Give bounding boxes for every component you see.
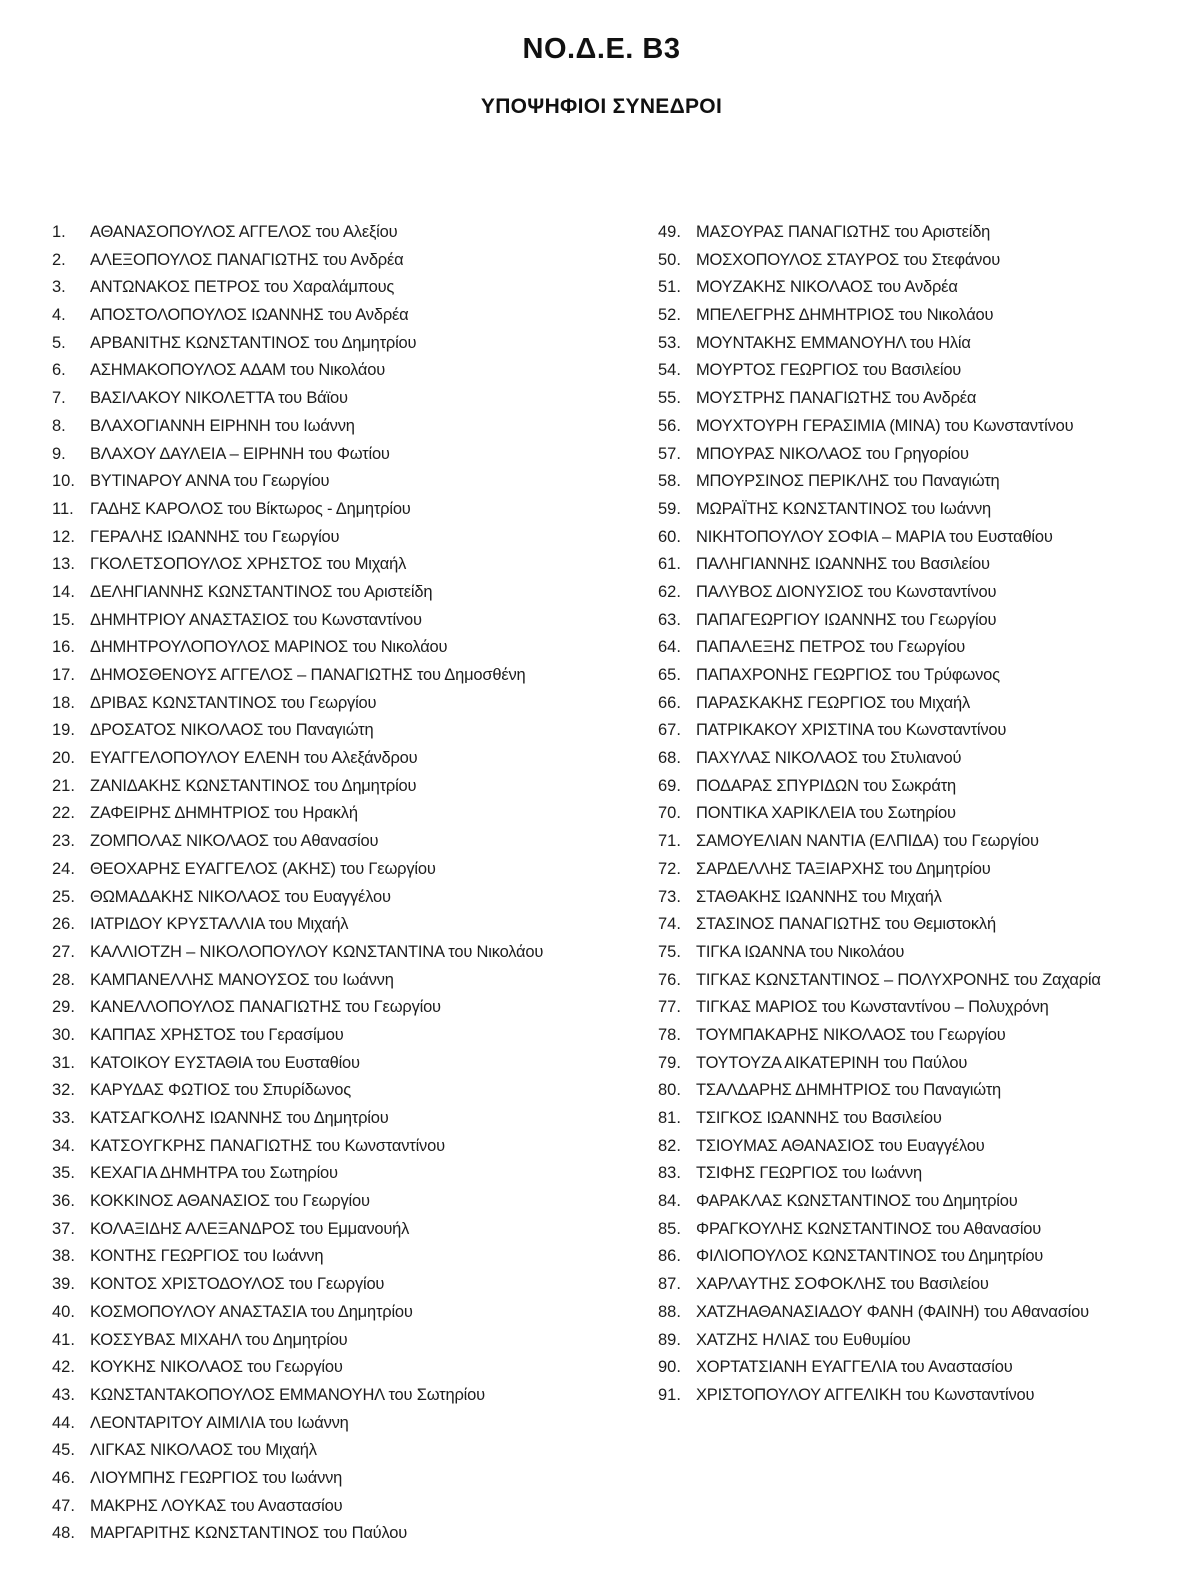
item-number: 2. — [52, 250, 66, 269]
item-number: 35. — [52, 1164, 75, 1183]
item-number: 66. — [658, 693, 681, 712]
item-number: 6. — [52, 361, 66, 380]
item-number: 19. — [52, 721, 75, 740]
item-text: ΚΑΝΕΛΛΟΠΟΥΛΟΣ ΠΑΝΑΓΙΩΤΗΣ του Γεωργίου — [90, 998, 441, 1017]
item-text: ΚΟΚΚΙΝΟΣ ΑΘΑΝΑΣΙΟΣ του Γεωργίου — [90, 1192, 370, 1211]
item-text: ΔΗΜΟΣΘΕΝΟΥΣ ΑΓΓΕΛΟΣ – ΠΑΝΑΓΙΩΤΗΣ του Δημοσθένη — [90, 666, 526, 684]
list-item — [658, 662, 1101, 690]
item-number: 56. — [658, 416, 681, 435]
list-item — [52, 1327, 543, 1355]
item-number: 41. — [52, 1330, 75, 1349]
item-number: 79. — [658, 1053, 681, 1072]
item-number: 29. — [52, 998, 75, 1017]
list-item — [658, 468, 1101, 496]
item-number: 31. — [52, 1053, 75, 1072]
item-text: ΤΙΓΚΑ ΙΩΑΝΝΑ του Νικολάου — [696, 942, 905, 961]
item-number: 90. — [658, 1358, 681, 1377]
item-text: ΔΗΜΗΤΡΟΥΛΟΠΟΥΛΟΣ ΜΑΡΙΝΟΣ του Νικολάου — [90, 638, 448, 657]
item-text: ΣΑΜΟΥΕΛΙΑΝ ΝΑΝΤΙΑ (ΕΛΠΙΔΑ) του Γεωργίου — [696, 832, 1039, 851]
item-text: ΑΡΒΑΝΙΤΗΣ ΚΩΝΣΤΑΝΤΙΝΟΣ του Δημητρίου — [90, 333, 417, 352]
list-item — [658, 1243, 1101, 1271]
list-item — [52, 1105, 543, 1133]
item-number: 77. — [658, 998, 681, 1017]
list-item — [52, 939, 543, 967]
item-text: ΠΑΠΑΓΕΩΡΓΙΟΥ ΙΩΑΝΝΗΣ του Γεωργίου — [696, 610, 997, 629]
item-text: ΑΣΗΜΑΚΟΠΟΥΛΟΣ ΑΔΑΜ του Νικολάου — [90, 361, 386, 380]
list-item — [658, 274, 1101, 302]
item-text: ΤΣΙΟΥΜΑΣ ΑΘΑΝΑΣΙΟΣ του Ευαγγέλου — [696, 1136, 985, 1155]
item-number: 80. — [658, 1081, 681, 1100]
item-text: ΠΑΧΥΛΑΣ ΝΙΚΟΛΑΟΣ του Στυλιανού — [696, 749, 962, 768]
item-text: ΚΑΤΣΑΓΚΟΛΗΣ ΙΩΑΝΝΗΣ του Δημητρίου — [90, 1109, 389, 1127]
item-text: ΛΙΓΚΑΣ ΝΙΚΟΛΑΟΣ του Μιχαήλ — [90, 1441, 317, 1460]
item-text: ΤΣΑΛΔΑΡΗΣ ΔΗΜΗΤΡΙΟΣ του Παναγιώτη — [696, 1081, 1001, 1100]
item-number: 42. — [52, 1358, 75, 1377]
item-number: 47. — [52, 1496, 75, 1515]
item-text: ΜΠΟΥΡΣΙΝΟΣ ΠΕΡΙΚΛΗΣ του Παναγιώτη — [696, 472, 1000, 491]
list-item — [658, 579, 1101, 607]
item-text: ΚΟΝΤΗΣ ΓΕΩΡΓΙΟΣ του Ιωάννη — [90, 1247, 324, 1266]
item-text: ΣΤΑΣΙΝΟΣ ΠΑΝΑΓΙΩΤΗΣ του Θεμιστοκλή — [696, 915, 996, 934]
item-text: ΤΟΥΤΟΥΖΑ ΑΙΚΑΤΕΡΙΝΗ του Παύλου — [696, 1053, 968, 1072]
item-number: 18. — [52, 693, 75, 712]
item-text: ΓΑΔΗΣ ΚΑΡΟΛΟΣ του Βίκτωρος - Δημητρίου — [90, 499, 411, 518]
item-number: 48. — [52, 1524, 75, 1543]
item-text: ΠΑΛΗΓΙΑΝΝΗΣ ΙΩΑΝΝΗΣ του Βασιλείου — [696, 555, 990, 574]
list-item — [658, 994, 1101, 1022]
item-number: 40. — [52, 1302, 75, 1321]
item-text: ΚΟΣΣΥΒΑΣ ΜΙΧΑΗΛ του Δημητρίου — [90, 1330, 348, 1349]
item-number: 9. — [52, 444, 66, 463]
list-item — [658, 1271, 1101, 1299]
list-item — [658, 634, 1101, 662]
list-item — [52, 994, 543, 1022]
item-number: 53. — [658, 333, 681, 352]
item-number: 43. — [52, 1385, 75, 1404]
list-item — [658, 441, 1101, 469]
item-text: ΤΣΙΓΚΟΣ ΙΩΑΝΝΗΣ του Βασιλείου — [696, 1109, 942, 1127]
item-number: 81. — [658, 1109, 681, 1127]
list-item — [52, 1216, 543, 1244]
list-item — [52, 1077, 543, 1105]
item-number: 74. — [658, 915, 681, 934]
item-text: ΙΑΤΡΙΔΟΥ ΚΡΥΣΤΑΛΛΙΑ του Μιχαήλ — [90, 915, 349, 934]
item-number: 26. — [52, 915, 75, 934]
item-number: 71. — [658, 832, 681, 851]
list-item — [52, 1437, 543, 1465]
item-text: ΘΩΜΑΔΑΚΗΣ ΝΙΚΟΛΑΟΣ του Ευαγγέλου — [90, 887, 391, 906]
item-number: 33. — [52, 1109, 75, 1127]
page-subtitle: ΥΠΟΨΗΦΙΟΙ ΣΥΝΕΔΡΟΙ — [480, 95, 723, 118]
item-number: 61. — [658, 555, 681, 574]
item-number: 54. — [658, 361, 681, 380]
item-text: ΚΩΝΣΤΑΝΤΑΚΟΠΟΥΛΟΣ ΕΜΜΑΝΟΥΗΛ του Σωτηρίου — [90, 1385, 485, 1404]
list-item — [658, 496, 1101, 524]
item-number: 69. — [658, 776, 681, 795]
list-item — [52, 1493, 543, 1521]
item-text: ΠΑΠΑΧΡΟΝΗΣ ΓΕΩΡΓΙΟΣ του Τρύφωνος — [696, 666, 1000, 684]
item-number: 37. — [52, 1219, 75, 1238]
item-number: 10. — [52, 472, 75, 491]
item-text: ΛΕΟΝΤΑΡΙΤΟΥ ΑΙΜΙΛΙΑ του Ιωάννη — [90, 1413, 349, 1432]
item-text: ΜΟΥΧΤΟΥΡΗ ΓΕΡΑΣΙΜΙΑ (ΜΙΝΑ) του Κωνσταντίνου — [696, 416, 1074, 435]
list-item — [52, 1188, 543, 1216]
item-text: ΚΟΣΜΟΠΟΥΛΟΥ ΑΝΑΣΤΑΣΙΑ του Δημητρίου — [90, 1302, 413, 1321]
item-number: 60. — [658, 527, 681, 546]
item-number: 68. — [658, 749, 681, 768]
item-number: 62. — [658, 582, 681, 601]
list-item — [658, 357, 1101, 385]
item-number: 1. — [52, 223, 66, 241]
page-title: ΝΟ.Δ.Ε. Β3 — [522, 33, 681, 65]
item-number: 55. — [658, 389, 681, 408]
item-number: 28. — [52, 970, 75, 989]
item-text: ΒΥΤΙΝΑΡΟΥ ΑΝΝΑ του Γεωργίου — [90, 472, 330, 491]
list-item — [658, 939, 1101, 967]
item-text: ΑΝΤΩΝΑΚΟΣ ΠΕΤΡΟΣ του Χαραλάμπους — [90, 278, 395, 297]
item-number: 7. — [52, 389, 66, 408]
list-item — [658, 967, 1101, 995]
list-item — [658, 828, 1101, 856]
list-item — [658, 1354, 1101, 1382]
list-item — [658, 1160, 1101, 1188]
item-number: 83. — [658, 1164, 681, 1183]
item-text: ΧΑΡΛΑΥΤΗΣ ΣΟΦΟΚΛΗΣ του Βασιλείου — [696, 1275, 989, 1294]
item-number: 3. — [52, 278, 66, 297]
list-item — [658, 1382, 1101, 1410]
item-number: 50. — [658, 250, 681, 269]
list-item — [658, 884, 1101, 912]
list-item — [658, 1022, 1101, 1050]
item-number: 73. — [658, 887, 681, 906]
item-number: 22. — [52, 804, 75, 823]
item-text: ΚΟΥΚΗΣ ΝΙΚΟΛΑΟΣ του Γεωργίου — [90, 1358, 343, 1377]
item-number: 32. — [52, 1081, 75, 1100]
item-number: 25. — [52, 887, 75, 906]
list-item — [658, 856, 1101, 884]
item-text: ΚΑΜΠΑΝΕΛΛΗΣ ΜΑΝΟΥΣΟΣ του Ιωάννη — [90, 970, 394, 989]
item-number: 89. — [658, 1330, 681, 1349]
item-text: ΔΡΟΣΑΤΟΣ ΝΙΚΟΛΑΟΣ του Παναγιώτη — [90, 721, 374, 740]
item-number: 12. — [52, 527, 75, 546]
list-item — [658, 385, 1101, 413]
item-text: ΠΑΤΡΙΚΑΚΟΥ ΧΡΙΣΤΙΝΑ του Κωνσταντίνου — [696, 721, 1007, 740]
item-text: ΘΕΟΧΑΡΗΣ ΕΥΑΓΓΕΛΟΣ (ΑΚΗΣ) του Γεωργίου — [90, 859, 436, 878]
item-text: ΦΙΛΙΟΠΟΥΛΟΣ ΚΩΝΣΤΑΝΤΙΝΟΣ του Δημητρίου — [696, 1247, 1044, 1266]
item-text: ΣΤΑΘΑΚΗΣ ΙΩΑΝΝΗΣ του Μιχαήλ — [696, 887, 942, 906]
list-item — [658, 717, 1101, 745]
item-text: ΧΟΡΤΑΤΣΙΑΝΗ ΕΥΑΓΓΕΛΙΑ του Αναστασίου — [696, 1358, 1013, 1377]
list-item — [52, 1022, 543, 1050]
item-number: 88. — [658, 1302, 681, 1321]
list-item — [52, 911, 543, 939]
item-text: ΜΑΡΓΑΡΙΤΗΣ ΚΩΝΣΤΑΝΤΙΝΟΣ του Παύλου — [90, 1524, 408, 1543]
item-text: ΓΚΟΛΕΤΣΟΠΟΥΛΟΣ ΧΡΗΣΤΟΣ του Μιχαήλ — [90, 555, 407, 574]
item-number: 17. — [52, 666, 75, 684]
list-item — [52, 579, 543, 607]
item-text: ΠΟΔΑΡΑΣ ΣΠΥΡΙΔΩΝ του Σωκράτη — [696, 776, 956, 795]
item-number: 39. — [52, 1275, 75, 1294]
item-text: ΑΘΑΝΑΣΟΠΟΥΛΟΣ ΑΓΓΕΛΟΣ του Αλεξίου — [90, 223, 398, 241]
item-number: 34. — [52, 1136, 75, 1155]
item-number: 8. — [52, 416, 66, 435]
item-number: 82. — [658, 1136, 681, 1155]
item-text: ΚΑΡΥΔΑΣ ΦΩΤΙΟΣ του Σπυρίδωνος — [90, 1081, 351, 1100]
list-item — [52, 1410, 543, 1438]
item-text: ΒΛΑΧΟΥ ΔΑΥΛΕΙΑ – ΕΙΡΗΝΗ του Φωτίου — [90, 444, 390, 463]
item-text: ΚΑΛΛΙΟΤΖΗ – ΝΙΚΟΛΟΠΟΥΛΟΥ ΚΩΝΣΤΑΝΤΙΝΑ του Νικολάου — [90, 942, 544, 961]
item-number: 27. — [52, 942, 75, 961]
item-number: 64. — [658, 638, 681, 657]
list-item — [658, 551, 1101, 579]
item-text: ΖΟΜΠΟΛΑΣ ΝΙΚΟΛΑΟΣ του Αθανασίου — [90, 832, 379, 851]
item-text: ΕΥΑΓΓΕΛΟΠΟΥΛΟΥ ΕΛΕΝΗ του Αλεξάνδρου — [90, 749, 418, 768]
item-number: 59. — [658, 499, 681, 518]
item-number: 76. — [658, 970, 681, 989]
list-item — [52, 357, 543, 385]
item-text: ΧΑΤΖΗΣ ΗΛΙΑΣ του Ευθυμίου — [696, 1330, 911, 1349]
list-item — [52, 773, 543, 801]
list-item — [52, 800, 543, 828]
item-text: ΚΟΛΑΞΙΔΗΣ ΑΛΕΞΑΝΔΡΟΣ του Εμμανουήλ — [90, 1219, 410, 1238]
list-item — [52, 1050, 543, 1078]
item-number: 14. — [52, 582, 75, 601]
list-item — [52, 828, 543, 856]
list-item — [52, 1160, 543, 1188]
list-item — [52, 717, 543, 745]
item-text: ΚΑΤΟΙΚΟΥ ΕΥΣΤΑΘΙΑ του Ευσταθίου — [90, 1053, 360, 1072]
list-item — [658, 911, 1101, 939]
item-text: ΤΣΙΦΗΣ ΓΕΩΡΓΙΟΣ του Ιωάννη — [696, 1164, 923, 1183]
list-item — [52, 662, 543, 690]
list-item — [658, 219, 1101, 247]
item-text: ΛΙΟΥΜΠΗΣ ΓΕΩΡΓΙΟΣ του Ιωάννη — [90, 1468, 343, 1487]
item-number: 67. — [658, 721, 681, 740]
list-item — [52, 413, 543, 441]
list-item — [658, 800, 1101, 828]
item-number: 49. — [658, 223, 681, 241]
item-number: 20. — [52, 749, 75, 768]
item-text: ΔΕΛΗΓΙΑΝΝΗΣ ΚΩΝΣΤΑΝΤΙΝΟΣ του Αριστείδη — [90, 582, 433, 601]
list-item — [658, 247, 1101, 275]
item-text: ΑΛΕΞΟΠΟΥΛΟΣ ΠΑΝΑΓΙΩΤΗΣ του Ανδρέα — [90, 250, 404, 269]
item-number: 58. — [658, 472, 681, 491]
list-item — [658, 773, 1101, 801]
item-number: 36. — [52, 1192, 75, 1211]
item-text: ΜΟΣΧΟΠΟΥΛΟΣ ΣΤΑΥΡΟΣ του Στεφάνου — [696, 250, 1001, 269]
list-item — [52, 302, 543, 330]
item-number: 24. — [52, 859, 75, 878]
list-item — [52, 1271, 543, 1299]
item-number: 38. — [52, 1247, 75, 1266]
item-text: ΔΡΙΒΑΣ ΚΩΝΣΤΑΝΤΙΝΟΣ του Γεωργίου — [90, 693, 377, 712]
list-item — [52, 1465, 543, 1493]
item-text: ΦΡΑΓΚΟΥΛΗΣ ΚΩΝΣΤΑΝΤΙΝΟΣ του Αθανασίου — [696, 1219, 1042, 1238]
item-text: ΜΠΟΥΡΑΣ ΝΙΚΟΛΑΟΣ του Γρηγορίου — [696, 444, 969, 463]
list-item — [52, 745, 543, 773]
list-item — [658, 1077, 1101, 1105]
item-text: ΒΑΣΙΛΑΚΟΥ ΝΙΚΟΛΕΤΤΑ του Βάϊου — [90, 389, 348, 408]
item-text: ΠΑΡΑΣΚΑΚΗΣ ΓΕΩΡΓΙΟΣ του Μιχαήλ — [696, 693, 971, 712]
item-text: ΚΑΤΣΟΥΓΚΡΗΣ ΠΑΝΑΓΙΩΤΗΣ του Κωνσταντίνου — [90, 1136, 445, 1155]
list-item — [52, 967, 543, 995]
list-item — [52, 330, 543, 358]
item-text: ΜΑΣΟΥΡΑΣ ΠΑΝΑΓΙΩΤΗΣ του Αριστείδη — [696, 223, 991, 241]
list-item — [52, 690, 543, 718]
item-number: 13. — [52, 555, 75, 574]
item-text: ΚΑΠΠΑΣ ΧΡΗΣΤΟΣ του Γερασίμου — [90, 1025, 344, 1044]
item-text: ΠΟΝΤΙΚΑ ΧΑΡΙΚΛΕΙΑ του Σωτηρίου — [696, 804, 956, 823]
list-item — [658, 1188, 1101, 1216]
item-number: 65. — [658, 666, 681, 684]
item-text: ΜΑΚΡΗΣ ΛΟΥΚΑΣ του Αναστασίου — [90, 1496, 343, 1515]
item-number: 85. — [658, 1219, 681, 1238]
list-item — [658, 607, 1101, 635]
list-item — [52, 496, 543, 524]
item-number: 63. — [658, 610, 681, 629]
list-item — [658, 1327, 1101, 1355]
list-item — [658, 330, 1101, 358]
list-item — [658, 1216, 1101, 1244]
item-text: ΠΑΛΥΒΟΣ ΔΙΟΝΥΣΙΟΣ του Κωνσταντίνου — [696, 582, 997, 601]
item-number: 4. — [52, 306, 66, 325]
list-item — [658, 1133, 1101, 1161]
list-item — [658, 745, 1101, 773]
item-text: ΧΑΤΖΗΑΘΑΝΑΣΙΑΔΟΥ ΦΑΝΗ (ΦΑΙΝΗ) του Αθανασίου — [696, 1302, 1089, 1321]
item-number: 5. — [52, 333, 66, 352]
list-item — [52, 551, 543, 579]
item-number: 72. — [658, 859, 681, 878]
list-item — [52, 884, 543, 912]
item-number: 51. — [658, 278, 681, 297]
item-text: ΜΟΥΡΤΟΣ ΓΕΩΡΓΙΟΣ του Βασιλείου — [696, 361, 962, 380]
list-item — [52, 524, 543, 552]
item-text: ΤΙΓΚΑΣ ΚΩΝΣΤΑΝΤΙΝΟΣ – ΠΟΛΥΧΡΟΝΗΣ του Ζαχαρία — [696, 970, 1101, 989]
list-item — [52, 247, 543, 275]
list-item — [658, 1299, 1101, 1327]
item-text: ΓΕΡΑΛΗΣ ΙΩΑΝΝΗΣ του Γεωργίου — [90, 527, 340, 546]
item-number: 52. — [658, 306, 681, 325]
item-text: ΚΟΝΤΟΣ ΧΡΙΣΤΟΔΟΥΛΟΣ του Γεωργίου — [90, 1275, 385, 1294]
list-item — [52, 1299, 543, 1327]
item-number: 70. — [658, 804, 681, 823]
item-text: ΜΠΕΛΕΓΡΗΣ ΔΗΜΗΤΡΙΟΣ του Νικολάου — [696, 306, 994, 325]
list-item — [52, 607, 543, 635]
item-text: ΜΩΡΑΪΤΗΣ ΚΩΝΣΤΑΝΤΙΝΟΣ του Ιωάννη — [696, 499, 992, 518]
item-number: 21. — [52, 776, 75, 795]
list-item — [52, 1520, 543, 1548]
item-number: 86. — [658, 1247, 681, 1266]
item-text: ΑΠΟΣΤΟΛΟΠΟΥΛΟΣ ΙΩΑΝΝΗΣ του Ανδρέα — [90, 306, 409, 325]
item-text: ΚΕΧΑΓΙΑ ΔΗΜΗΤΡΑ του Σωτηρίου — [90, 1164, 338, 1183]
item-text: ΠΑΠΑΛΕΞΗΣ ΠΕΤΡΟΣ του Γεωργίου — [696, 638, 966, 657]
item-text: ΜΟΥΝΤΑΚΗΣ ΕΜΜΑΝΟΥΗΛ του Ηλία — [696, 333, 971, 352]
list-item — [52, 856, 543, 884]
list-item — [658, 690, 1101, 718]
item-text: ΧΡΙΣΤΟΠΟΥΛΟΥ ΑΓΓΕΛΙΚΗ του Κωνσταντίνου — [696, 1385, 1035, 1404]
item-number: 11. — [52, 499, 74, 518]
item-text: ΔΗΜΗΤΡΙΟΥ ΑΝΑΣΤΑΣΙΟΣ του Κωνσταντίνου — [90, 610, 422, 629]
item-number: 30. — [52, 1025, 75, 1044]
item-text: ΤΟΥΜΠΑΚΑΡΗΣ ΝΙΚΟΛΑΟΣ του Γεωργίου — [696, 1025, 1006, 1044]
item-text: ΤΙΓΚΑΣ ΜΑΡΙΟΣ του Κωνσταντίνου – Πολυχρόνη — [696, 998, 1049, 1017]
list-item — [52, 1243, 543, 1271]
item-number: 15. — [52, 610, 75, 629]
item-text: ΒΛΑΧΟΓΙΑΝΝΗ ΕΙΡΗΝΗ του Ιωάννη — [90, 416, 355, 435]
list-item — [658, 524, 1101, 552]
item-text: ΜΟΥΣΤΡΗΣ ΠΑΝΑΓΙΩΤΗΣ του Ανδρέα — [696, 389, 977, 408]
list-item — [658, 413, 1101, 441]
item-number: 78. — [658, 1025, 681, 1044]
list-item — [52, 1382, 543, 1410]
item-number: 87. — [658, 1275, 681, 1294]
item-number: 44. — [52, 1413, 75, 1432]
item-number: 84. — [658, 1192, 681, 1211]
left-column — [52, 219, 543, 1548]
item-number: 45. — [52, 1441, 75, 1460]
item-number: 57. — [658, 444, 681, 463]
item-number: 75. — [658, 942, 681, 961]
item-number: 46. — [52, 1468, 75, 1487]
item-text: ΣΑΡΔΕΛΛΗΣ ΤΑΞΙΑΡΧΗΣ του Δημητρίου — [696, 859, 991, 878]
list-item — [52, 385, 543, 413]
list-item — [658, 302, 1101, 330]
list-item — [52, 441, 543, 469]
item-text: ΖΑΦΕΙΡΗΣ ΔΗΜΗΤΡΙΟΣ του Ηρακλή — [90, 804, 358, 823]
item-text: ΖΑΝΙΔΑΚΗΣ ΚΩΝΣΤΑΝΤΙΝΟΣ του Δημητρίου — [90, 776, 417, 795]
list-item — [52, 274, 543, 302]
list-item — [52, 219, 543, 247]
item-number: 23. — [52, 832, 75, 851]
item-text: ΜΟΥΖΑΚΗΣ ΝΙΚΟΛΑΟΣ του Ανδρέα — [696, 278, 958, 297]
list-item — [52, 1354, 543, 1382]
item-text: ΝΙΚΗΤΟΠΟΥΛΟΥ ΣΟΦΙΑ – ΜΑΡΙΑ του Ευσταθίου — [696, 527, 1053, 546]
right-column — [658, 219, 1101, 1410]
list-item — [658, 1050, 1101, 1078]
item-number: 91. — [658, 1385, 681, 1404]
list-item — [52, 1133, 543, 1161]
list-item — [52, 634, 543, 662]
list-item — [658, 1105, 1101, 1133]
list-item — [52, 468, 543, 496]
item-number: 16. — [52, 638, 75, 657]
item-text: ΦΑΡΑΚΛΑΣ ΚΩΝΣΤΑΝΤΙΝΟΣ του Δημητρίου — [696, 1192, 1018, 1211]
